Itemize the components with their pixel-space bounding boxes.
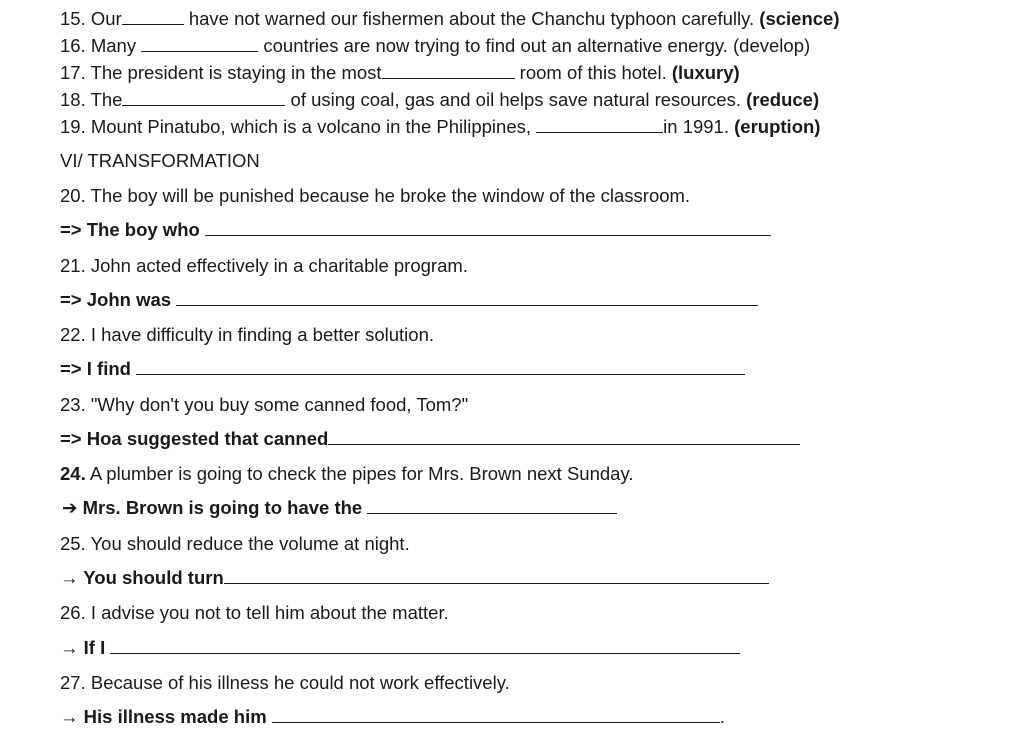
answer-line-22 — [60, 358, 745, 380]
question-23: 23. "Why don't you buy some canned food, Tom?" — [60, 394, 469, 415]
answer-prompt: => Hoa suggested that canned — [60, 428, 329, 449]
word-hint: (develop) — [733, 35, 811, 56]
answer-prompt: → His illness made him — [60, 706, 272, 727]
question-26: 26. I advise you not to tell him about the matter. — [60, 602, 449, 623]
question-text: countries are now trying to find out an alternative energy. — [258, 35, 734, 56]
question-15 — [60, 8, 840, 30]
question-text: 16. Many — [60, 35, 142, 56]
question-text: 19. Mount Pinatubo, which is a volcano in the Philippines, — [60, 116, 537, 137]
question-text: have not warned our fishermen about the Chanchu typhoon carefully. — [183, 8, 760, 29]
question-text: 18. The — [60, 89, 123, 110]
question-text: 17. The president is staying in the most — [60, 62, 382, 83]
word-hint: (science) — [759, 8, 840, 29]
answer-blank[interactable] — [122, 90, 285, 106]
answer-blank[interactable] — [122, 9, 184, 25]
answer-line-26 — [60, 637, 740, 659]
answer-blank[interactable] — [382, 63, 515, 79]
answer-line-20 — [60, 219, 771, 241]
answer-line-23 — [60, 428, 800, 450]
word-hint: (eruption) — [734, 116, 821, 137]
answer-prompt: → You should turn — [60, 567, 224, 588]
section-heading: VI/ TRANSFORMATION — [60, 150, 260, 171]
answer-line-21 — [60, 289, 758, 311]
question-16 — [60, 35, 810, 57]
answer-blank[interactable] — [536, 117, 663, 133]
answer-prompt: ➔ Mrs. Brown is going to have the — [62, 497, 368, 518]
answer-blank[interactable] — [110, 638, 740, 654]
answer-prompt: => I find — [60, 358, 137, 379]
question-text: 15. Our — [60, 8, 122, 29]
answer-line-24 — [62, 497, 617, 519]
answer-prompt: → If I — [60, 637, 111, 658]
question-22: 22. I have difficulty in finding a better solution. — [60, 324, 435, 345]
answer-prompt: => The boy who — [60, 219, 205, 240]
answer-blank[interactable] — [136, 359, 745, 375]
answer-blank[interactable] — [141, 36, 258, 52]
answer-end: . — [719, 706, 725, 727]
question-21: 21. John acted effectively in a charitable program. — [60, 255, 468, 276]
question-19 — [60, 116, 820, 138]
question-25: 25. You should reduce the volume at night. — [60, 533, 410, 554]
answer-blank[interactable] — [224, 568, 769, 584]
question-24 — [60, 463, 633, 485]
question-18 — [60, 89, 819, 111]
answer-blank[interactable] — [205, 220, 771, 236]
answer-line-25 — [60, 567, 769, 589]
question-17 — [60, 62, 740, 84]
answer-blank[interactable] — [328, 429, 800, 445]
answer-blank[interactable] — [367, 498, 617, 514]
word-hint: (reduce) — [746, 89, 820, 110]
word-hint: (luxury) — [671, 62, 740, 83]
question-text: of using coal, gas and oil helps save natural resources. — [285, 89, 747, 110]
question-text: in 1991. — [663, 116, 735, 137]
question-20: 20. The boy will be punished because he broke the window of the classroom. — [60, 185, 691, 206]
answer-line-27 — [60, 706, 725, 728]
question-text: room of this hotel. — [514, 62, 672, 83]
question-27: 27. Because of his illness he could not work effectively. — [60, 672, 510, 693]
answer-blank[interactable] — [272, 707, 720, 723]
answer-prompt: => John was — [60, 289, 177, 310]
question-number: 24. — [60, 463, 86, 484]
question-text: A plumber is going to check the pipes for Mrs. Brown next Sunday. — [85, 463, 634, 484]
answer-blank[interactable] — [176, 290, 758, 306]
